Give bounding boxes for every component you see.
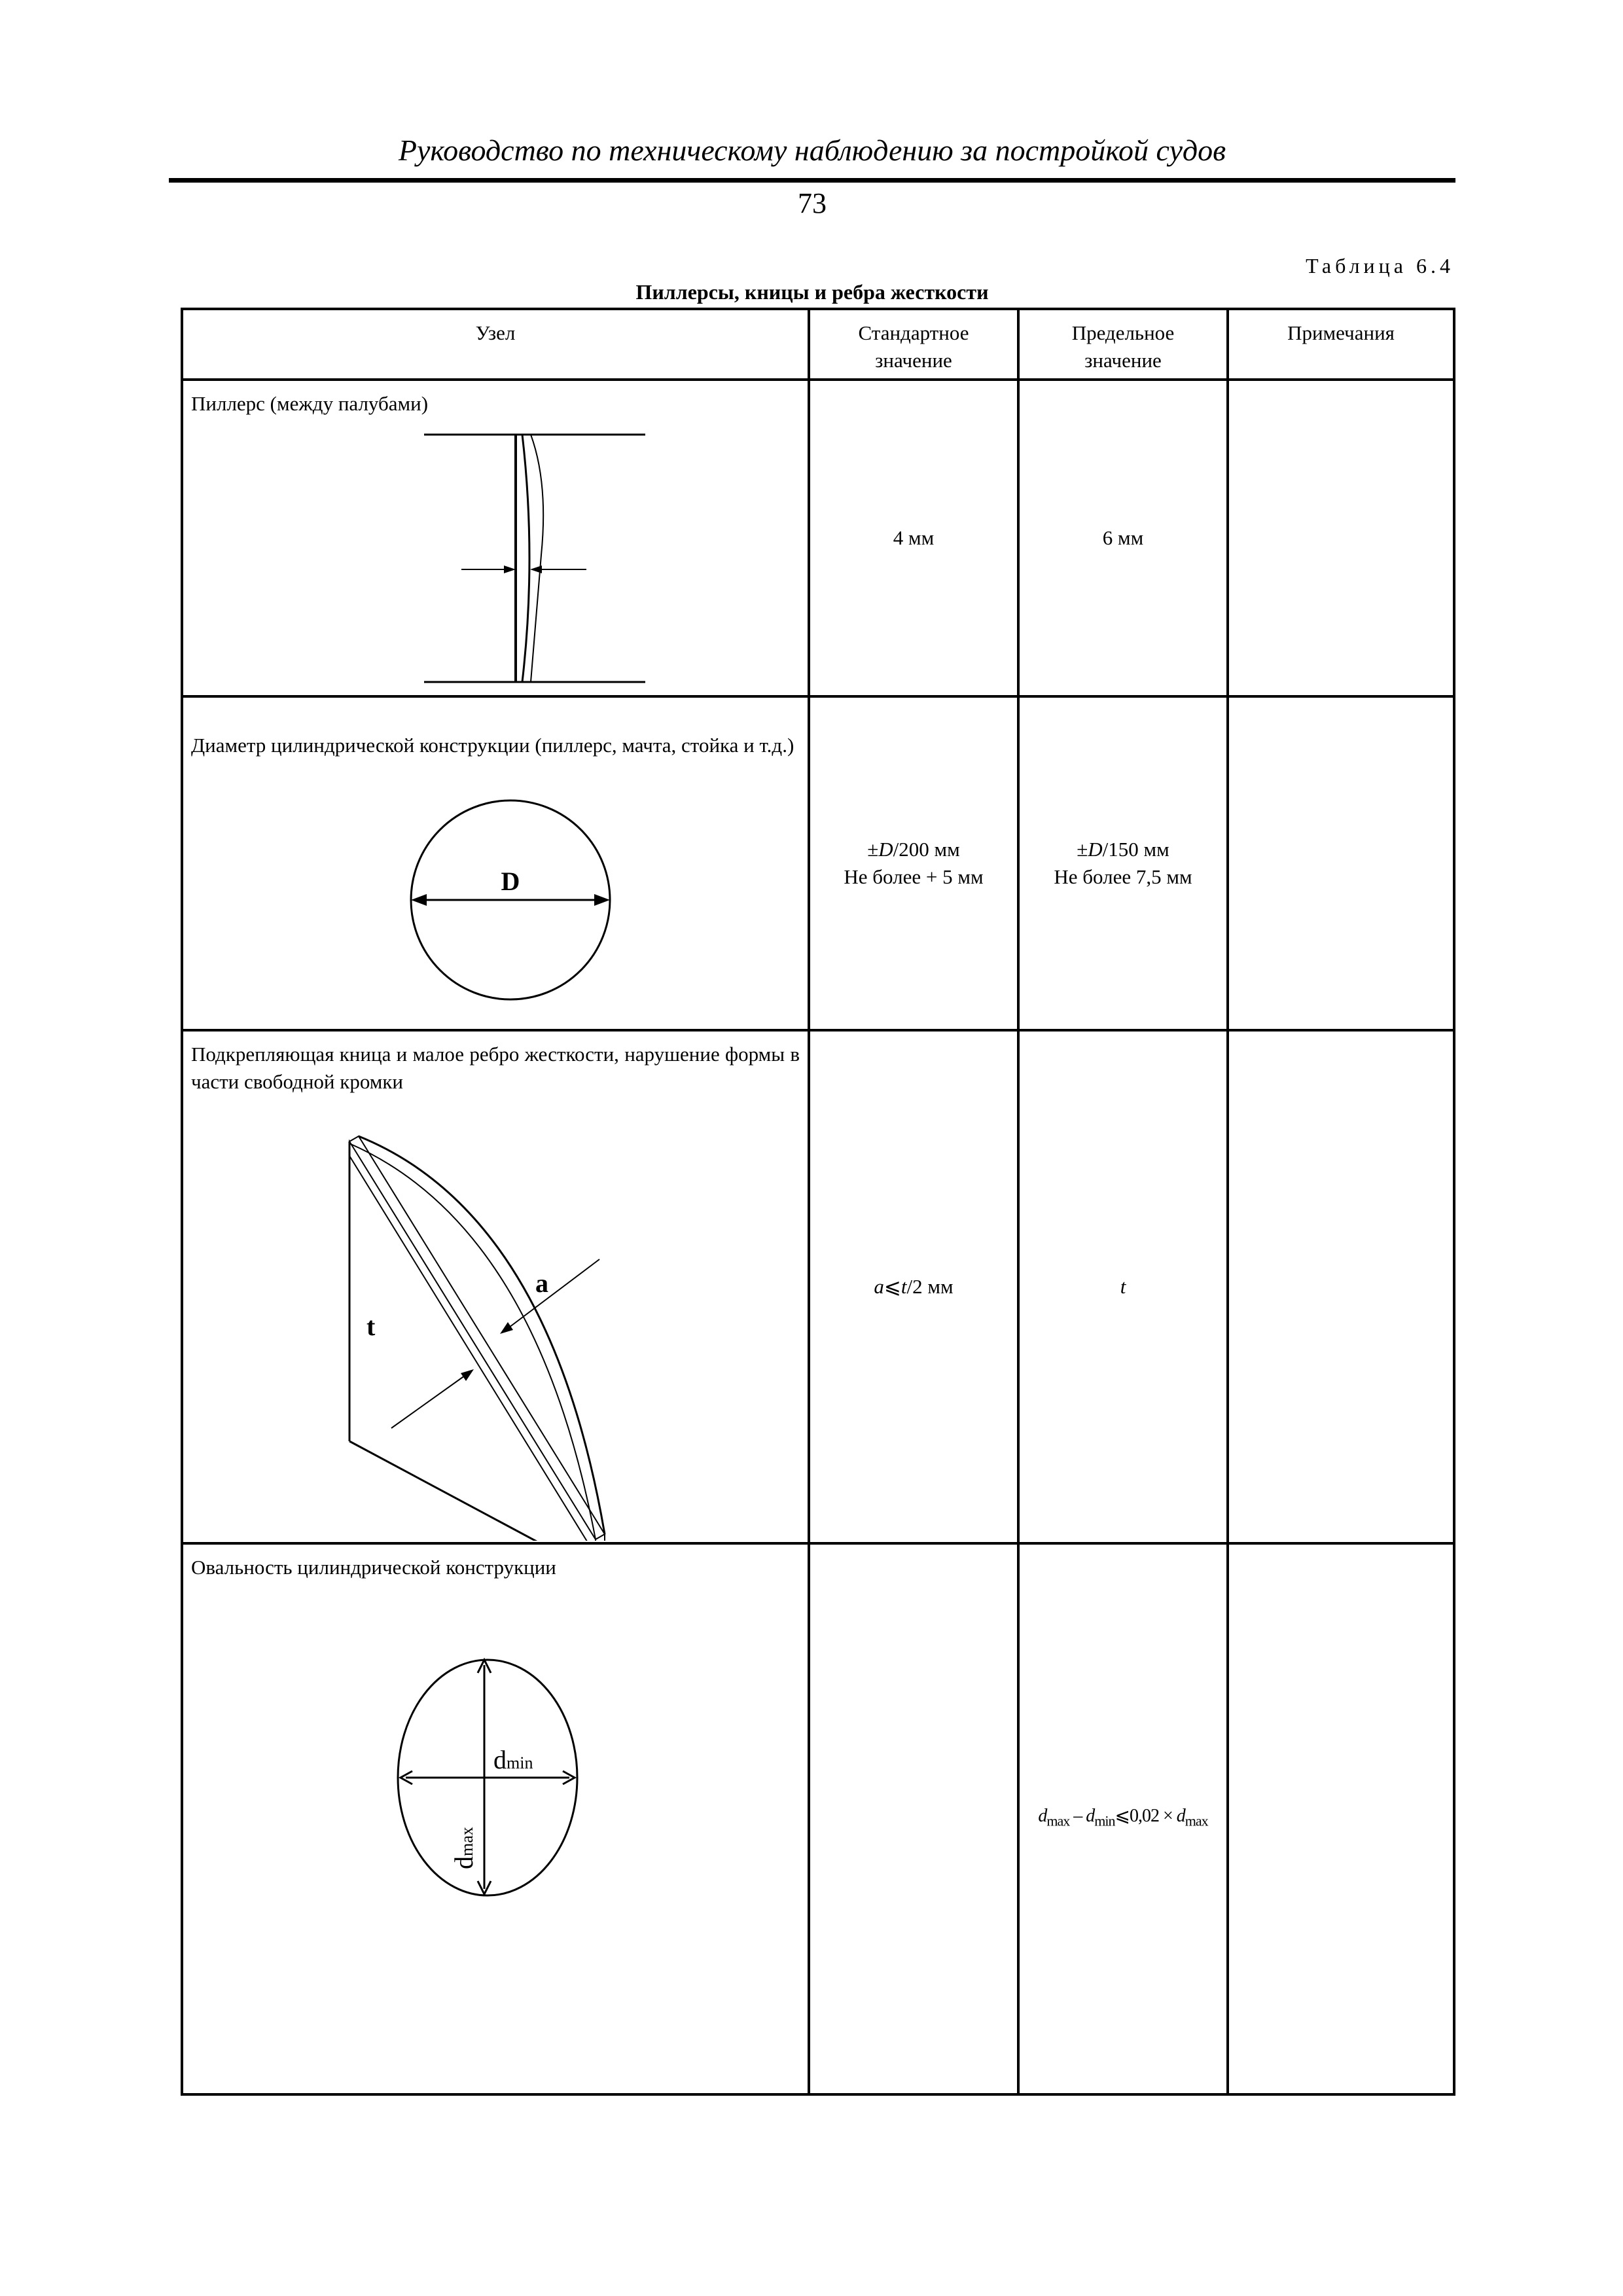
svg-text:dmax [449,1827,478,1869]
notes-cell [1228,380,1454,696]
var-d-max: d [1038,1806,1047,1827]
node-cell [182,1030,809,1543]
limit-value [1018,1543,1228,2094]
pillar-figure [183,418,808,692]
standard-value [809,1030,1018,1543]
node-label: Овальность цилиндрической конструкции [191,1556,556,1579]
node-cell [182,380,809,696]
node-label: Пиллерс (между палубами) [191,392,429,415]
var-d-min: d [1086,1806,1095,1827]
notes-cell [1228,1030,1454,1543]
dmin-label-d: d [493,1745,507,1774]
limit-value [1018,696,1228,1030]
relation: ⩽0,02 × [1115,1806,1177,1827]
col-header-notes: Примечания [1228,309,1454,380]
limit-line-2: Не более 7,5 мм [1054,865,1192,888]
dmax-label-sub: max [457,1827,476,1856]
sub-max: max [1046,1812,1070,1829]
table-row [182,380,1454,696]
var-a: a [874,1275,884,1298]
notes-cell [1228,1543,1454,2094]
sub-min: min [1094,1812,1115,1829]
plus-minus: ± [867,838,879,861]
diameter-figure [183,759,808,1021]
ratio-rest: /2 мм [906,1275,954,1298]
page-header [169,131,1455,220]
col-header-limit [1018,309,1228,380]
node-cell [182,696,809,1030]
col-header-standard [809,309,1018,380]
table-row [182,1543,1454,2094]
table-row [182,696,1454,1030]
ratio-rest: /150 мм [1102,838,1169,861]
var-d: D [1088,838,1103,861]
bracket-label-t: t [366,1312,376,1341]
col-header-limit-text: Предельное значение [1071,321,1175,372]
standard-value [809,696,1018,1030]
node-label: Подкрепляющая кница и малое ребро жесткости, нарушение формы в части свободной кромки [191,1043,800,1093]
header-rule [169,178,1455,183]
plus-minus: ± [1077,838,1088,861]
minus-sign: – [1069,1806,1086,1827]
standard-line-1 [810,836,1017,863]
standard-value [809,1543,1018,2094]
diameter-label: D [501,867,520,896]
limit-line-1 [1020,836,1226,863]
svg-text:dmin [493,1745,533,1774]
notes-cell [1228,696,1454,1030]
bracket-figure [183,1096,808,1541]
table-header-row [182,309,1454,380]
le-sign: ⩽ [883,1275,901,1298]
sub-max-2: max [1185,1812,1208,1829]
running-title: Руководство по техническому наблюдению за постройкой судов [398,134,1226,167]
col-header-node: Узел [182,309,809,380]
var-d-max-2: d [1176,1806,1185,1827]
page-number: 73 [798,187,827,219]
bracket-label-a: a [535,1268,548,1298]
standard-value: 4 мм [809,380,1018,696]
table-label: Таблица 6.4 [1306,254,1454,278]
var-t: t [901,1275,907,1298]
ovality-figure [183,1581,808,2000]
dmin-label-sub: min [507,1753,533,1772]
tolerance-table [181,308,1455,2096]
table-row [182,1030,1454,1543]
standard-line-2: Не более + 5 мм [844,865,984,888]
node-cell [182,1543,809,2094]
table-caption: Пиллерсы, кницы и ребра жесткости [635,280,989,304]
ratio-rest: /200 мм [893,838,960,861]
limit-value: 6 мм [1018,380,1228,696]
dmax-label-d: d [449,1856,478,1869]
col-header-standard-text: Стандартное значение [858,321,969,372]
var-d: D [878,838,893,861]
limit-value: t [1018,1030,1228,1543]
node-label: Диаметр цилиндрической конструкции (пиллерс, мачта, стойка и т.д.) [191,734,794,757]
